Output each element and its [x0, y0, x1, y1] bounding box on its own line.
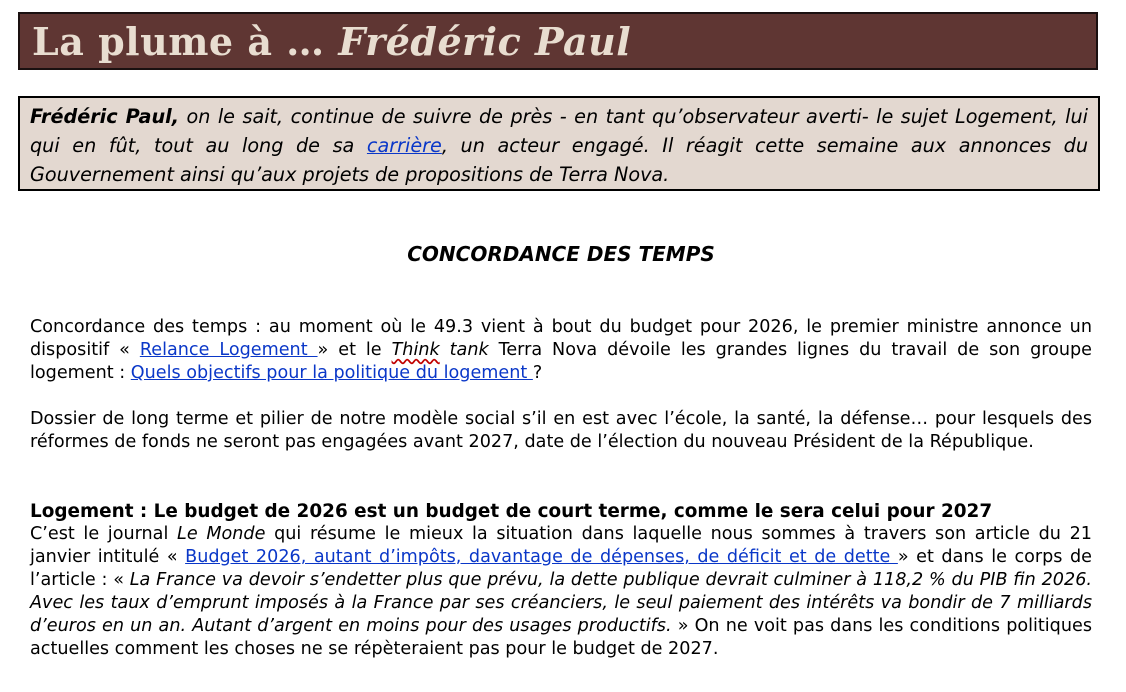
banner-title [32, 19, 631, 64]
intro-author-name: Frédéric Paul, [30, 105, 179, 128]
terra-nova-link[interactable]: Quels objectifs pour la politique du logement [130, 363, 533, 383]
tank-word: tank [439, 340, 489, 360]
quote: La France va devoir s’endetter plus que prévu, la dette publique devrait culminer à 118,2 % du PIB fin 2026. Avec les taux d’emprunt imposés à la France par ses créanciers, le seul paiement des intérêts va bondir de 7 milliards d’euros en un an. Autant d’argent en moins pour des usages productifs. [30, 570, 1092, 636]
intro-text-end: , un acteur engagé. Il réagit cette semaine aux annonces du Gouvernement ainsi qu’aux projets de propositions de Terra Nova. [30, 134, 1089, 186]
p1-text: Terra Nova dévoile les grandes lignes du travail de son groupe logement : [30, 340, 1093, 383]
career-link[interactable]: carrière [366, 134, 442, 157]
p1-text: » et le [317, 340, 392, 360]
banner-prefix: La plume à … [32, 18, 339, 64]
intro-text: on le sait, continue de suivre de près - en tant qu’observateur averti- le sujet Logement, lui qui en fût, tout au long de sa [30, 105, 1088, 157]
paragraph-2: Dossier de long terme et pilier de notre modèle social s’il en est avec l’école, la santé, la défense… pour lesquels des réformes de fonds ne seront pas engagées avant 2027, date de l’élection du nouveau Président de la République. [30, 409, 1092, 452]
think-word: Think [391, 340, 440, 360]
banner-author: Frédéric Paul [338, 18, 632, 64]
paragraph-1 [30, 316, 1092, 385]
p1-text: ? [532, 363, 543, 383]
journal-name: Le Monde [177, 524, 266, 544]
paragraph-3 [30, 500, 1092, 661]
column-banner [18, 12, 1098, 70]
relance-logement-link[interactable]: Relance Logement [139, 340, 318, 360]
p1-text: Concordance des temps : au moment où le 49.3 vient à bout du budget pour 2026, le premier ministre annonce un dispositif « [30, 317, 1092, 360]
p3-text: C’est le journal [30, 524, 178, 544]
article-title: CONCORDANCE DES TEMPS [407, 242, 715, 266]
le-monde-article-link[interactable]: Budget 2026, autant d’impôts, davantage de dépenses, de déficit et de dette [185, 547, 898, 567]
subheading: Logement : Le budget de 2026 est un budget de court terme, comme le sera celui pour 2027 [30, 501, 993, 522]
p3-text: » et dans le corps de l’article : « [30, 547, 1092, 590]
p3-text: » On ne voit pas dans les conditions politiques actuelles comment les choses ne se répèteraient pas pour le budget de 2027. [30, 616, 1092, 659]
p3-text: qui résume le mieux la situation dans laquelle nous sommes à travers son article du 21 janvier intitulé « [30, 524, 1093, 567]
intro-box [18, 96, 1100, 191]
